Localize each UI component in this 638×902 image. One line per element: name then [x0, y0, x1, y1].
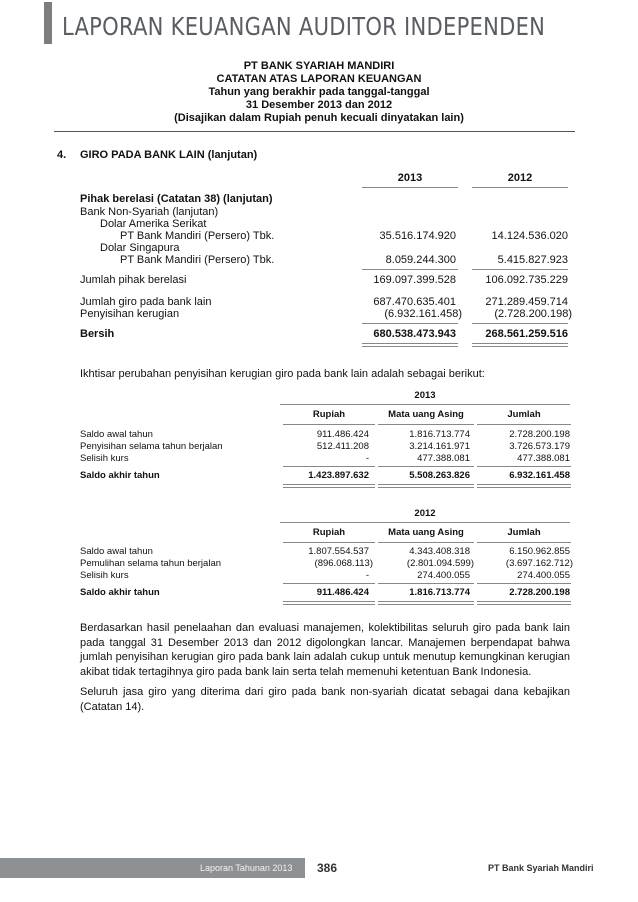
- table-2013-cell: 1.816.713.774: [409, 429, 470, 440]
- related-party-heading: Pihak berelasi (Catatan 38) (lanjutan): [80, 193, 273, 205]
- table-2013-cell: 2.728.200.198: [509, 429, 570, 440]
- table-2013-cell: 3.214.161.971: [409, 441, 470, 452]
- table-2012-header-foreign: Mata uang Asing: [388, 527, 464, 538]
- net-underline: [472, 323, 568, 324]
- table-2012-double-rule: [283, 604, 375, 605]
- report-title: LAPORAN KEUANGAN AUDITOR INDEPENDEN: [62, 12, 546, 41]
- double-underline: [472, 343, 568, 344]
- table-2013-header-rupiah: Rupiah: [312, 409, 346, 420]
- net-underline: [362, 323, 458, 324]
- table-2013-cell: 477.388.081: [417, 453, 470, 464]
- total-related-label: Jumlah pihak berelasi: [80, 274, 187, 286]
- table-2013-cell: -: [365, 453, 369, 464]
- table-2013-total-cell: 6.932.161.458: [509, 470, 570, 481]
- table-2013-double-rule: [477, 484, 571, 485]
- table-2012-row-label: Selisih kurs: [80, 570, 129, 581]
- table-2013-total-rule: [378, 466, 474, 467]
- table-2012-header-total: Jumlah: [507, 527, 541, 538]
- table-2012-total-rule: [477, 583, 571, 584]
- table-2012-total-cell: 911.486.424: [316, 587, 369, 598]
- total-giro-label: Jumlah giro pada bank lain: [80, 296, 212, 308]
- page-number: 386: [316, 861, 338, 875]
- table-2013-row-label: Penyisihan selama tahun berjalan: [80, 441, 223, 452]
- table-2012-total-rule: [378, 583, 474, 584]
- table-2012-row-label: Saldo awal tahun: [80, 546, 153, 557]
- table-2012-double-rule: [477, 604, 571, 605]
- table-2013-double-rule: [477, 487, 571, 488]
- table-2013-cell: 911.486.424: [316, 429, 369, 440]
- table-2012-double-rule: [378, 601, 474, 602]
- sgd-2012-value: 5.415.827.923: [497, 254, 568, 266]
- table-2013-double-rule: [283, 484, 375, 485]
- table-2012-cell: (896.068.113): [314, 558, 373, 569]
- total-giro-2013: 687.470.635.401: [373, 296, 456, 308]
- net-2012: 268.561.259.516: [485, 328, 568, 340]
- table-2012-cell: 6.150.962.855: [509, 546, 570, 557]
- allowance-2012: (2.728.200.198): [494, 308, 572, 320]
- table-2013-year: 2013: [414, 390, 436, 401]
- subtotal-underline: [362, 269, 458, 270]
- table-2013-header-total: Jumlah: [507, 409, 541, 420]
- table-2012-header-rupiah: Rupiah: [312, 527, 346, 538]
- table-2012-cell: 1.807.554.537: [308, 546, 369, 557]
- usd-label: Dolar Amerika Serikat: [100, 218, 207, 230]
- table-2013-header-rule: [378, 424, 474, 425]
- header-divider: [54, 131, 575, 132]
- table-2013-total-label: Saldo akhir tahun: [80, 470, 160, 481]
- total-giro-2012: 271.289.459.714: [485, 296, 568, 308]
- table-2013-double-rule: [378, 487, 474, 488]
- allowance-label: Penyisihan kerugian: [80, 308, 180, 320]
- footer-report-name: Laporan Tahunan 2013: [200, 863, 293, 873]
- giro-services-paragraph: Seluruh jasa giro yang diterima dari giro pada bank non-syariah dicatat sebagai dana kebajikan (Catatan 14).: [80, 686, 570, 713]
- sgd-2013-value: 8.059.244.300: [385, 254, 456, 266]
- double-underline: [362, 346, 458, 347]
- table-2012-header-rule: [477, 542, 571, 543]
- column-2013: 2013: [397, 172, 423, 184]
- subtotal-underline: [472, 269, 568, 270]
- double-underline: [472, 346, 568, 347]
- table-2012-year: 2012: [414, 508, 436, 519]
- table-2013-total-rule: [283, 466, 375, 467]
- table-2012-double-rule: [477, 601, 571, 602]
- movement-intro: Ikhtisar perubahan penyisihan kerugian giro pada bank lain adalah sebagai berikut:: [80, 368, 485, 380]
- table-2012-header-rule: [283, 542, 375, 543]
- table-2013-row-label: Saldo awal tahun: [80, 429, 153, 440]
- period-line: Tahun yang berakhir pada tanggal-tanggal: [208, 86, 430, 98]
- allowance-2013: (6.932.161.458): [384, 308, 462, 320]
- total-related-2012: 106.092.735.229: [485, 274, 568, 286]
- usd-2013-value: 35.516.174.920: [379, 230, 456, 242]
- sgd-label: Dolar Singapura: [100, 242, 180, 254]
- usd-bank-label: PT Bank Mandiri (Persero) Tbk.: [120, 230, 275, 242]
- sgd-bank-label: PT Bank Mandiri (Persero) Tbk.: [120, 254, 275, 266]
- collectibility-paragraph: Berdasarkan hasil penelaahan dan evaluasi manajemen, kolektibilitas seluruh giro pada bank lain pada tanggal 31 Desember 2013 dan 2012 digolongkan lancar. Manajemen berpendapat bahwa jumlah penyisihan kerugian giro pada bank lain adalah cukup untuk menutup kemungkinan kerugian akibat tidak tertagihnya giro pada bank lain serta telah memenuhi ketentuan Bank Indonesia.: [80, 622, 570, 678]
- currency-note: (Disajikan dalam Rupiah penuh kecuali dinyatakan lain): [174, 112, 464, 124]
- table-2013-cell: 477.388.081: [517, 453, 570, 464]
- column-2012: 2012: [507, 172, 533, 184]
- table-2012-cell: (2.801.094.599): [406, 558, 474, 569]
- net-label: Bersih: [80, 328, 115, 340]
- table-2012-double-rule: [283, 601, 375, 602]
- section-title: GIRO PADA BANK LAIN (lanjutan): [80, 149, 258, 161]
- table-2013-header-foreign: Mata uang Asing: [388, 409, 464, 420]
- notes-title: CATATAN ATAS LAPORAN KEUANGAN: [216, 73, 422, 85]
- section-number: 4.: [57, 149, 67, 161]
- table-2013-cell: 3.726.573.179: [509, 441, 570, 452]
- table-2013-header-rule: [477, 424, 571, 425]
- table-2012-cell: 274.400.055: [517, 570, 570, 581]
- table-2013-header-rule: [283, 424, 375, 425]
- table-2013-double-rule: [378, 484, 474, 485]
- table-2012-cell: -: [365, 570, 369, 581]
- table-2012-total-rule: [283, 583, 375, 584]
- non-syariah-label: Bank Non-Syariah (lanjutan): [80, 206, 219, 218]
- table-2013-row-label: Selisih kurs: [80, 453, 129, 464]
- table-2012-total-cell: 2.728.200.198: [509, 587, 570, 598]
- table-2013-total-cell: 1.423.897.632: [308, 470, 369, 481]
- table-2012-cell: 4.343.408.318: [409, 546, 470, 557]
- net-2013: 680.538.473.943: [373, 328, 456, 340]
- table-2013-year-rule: [280, 404, 570, 405]
- company-name: PT BANK SYARIAH MANDIRI: [243, 60, 395, 72]
- usd-2012-value: 14.124.536.020: [491, 230, 568, 242]
- total-related-2013: 169.097.399.528: [373, 274, 456, 286]
- table-2013-cell: 512.411.208: [316, 441, 369, 452]
- column-underline: [472, 187, 568, 188]
- date-line: 31 Desember 2013 dan 2012: [245, 99, 393, 111]
- table-2012-cell: 274.400.055: [417, 570, 470, 581]
- double-underline: [362, 343, 458, 344]
- header-accent-bar: [44, 2, 52, 44]
- column-underline: [362, 187, 458, 188]
- table-2012-year-rule: [280, 522, 570, 523]
- table-2013-total-rule: [477, 466, 571, 467]
- table-2012-header-rule: [378, 542, 474, 543]
- table-2012-row-label: Pemulihan selama tahun berjalan: [80, 558, 222, 569]
- table-2012-total-cell: 1.816.713.774: [409, 587, 470, 598]
- table-2013-total-cell: 5.508.263.826: [409, 470, 470, 481]
- table-2012-double-rule: [378, 604, 474, 605]
- table-2013-double-rule: [283, 487, 375, 488]
- table-2012-total-label: Saldo akhir tahun: [80, 587, 160, 598]
- footer-company: PT Bank Syariah Mandiri: [488, 863, 594, 873]
- table-2012-cell: (3.697.162.712): [505, 558, 573, 569]
